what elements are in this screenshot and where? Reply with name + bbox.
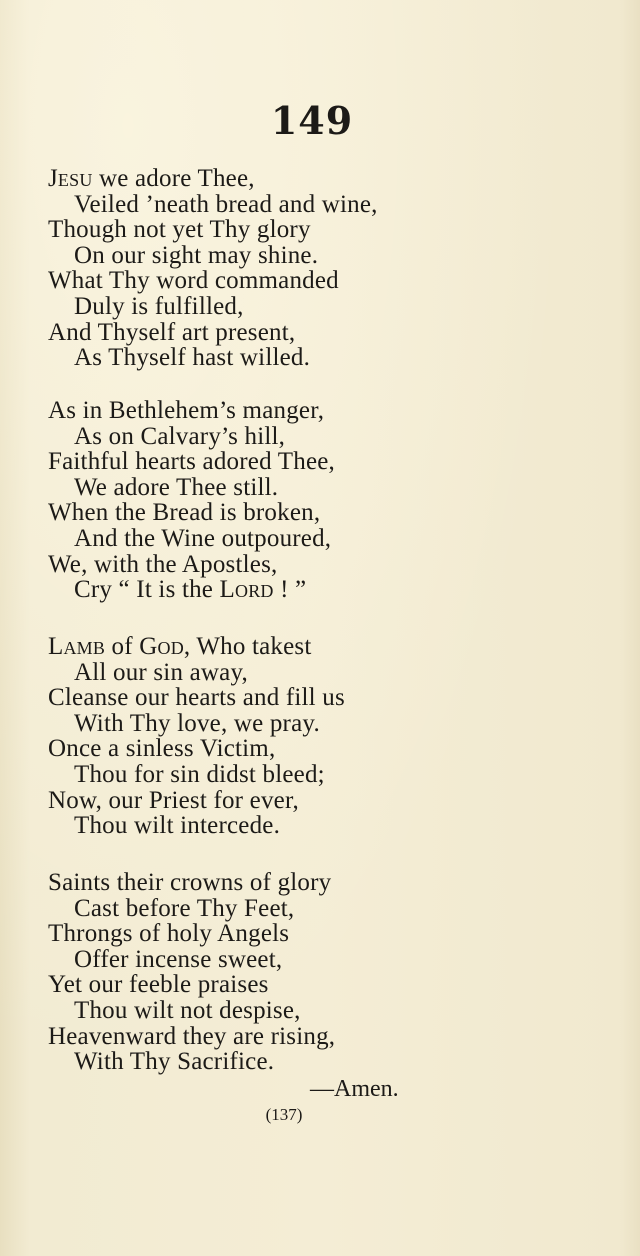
verse-line: We, with the Apostles, xyxy=(48,550,278,578)
verse-line: We adore Thee still. xyxy=(74,473,279,501)
verse-line: When the Bread is broken, xyxy=(48,499,321,527)
verse-2 xyxy=(48,398,628,603)
verse-line: Saints their crowns of glory xyxy=(48,869,332,896)
verse-4 xyxy=(48,870,628,1075)
verse-line: And Thyself art present, xyxy=(48,318,296,346)
verse-line xyxy=(48,577,628,603)
verse-line: Heavenward they are rising, xyxy=(48,1022,336,1050)
verse-line: Throngs of holy Angels xyxy=(48,920,290,948)
verse-line: Now, our Priest for ever, xyxy=(48,786,299,814)
verse-line: Thou wilt intercede. xyxy=(74,812,281,840)
verse-1 xyxy=(48,166,628,371)
lord-word: Lord xyxy=(219,576,274,604)
verse-line: Thou for sin didst bleed; xyxy=(74,760,325,788)
verse-line: Veiled ’neath bread and wine, xyxy=(74,190,378,218)
line-text: of xyxy=(105,633,140,660)
verse-line: What Thy word commanded xyxy=(48,267,339,295)
verse-line: Faithful hearts adored Thee, xyxy=(48,448,335,476)
god-word: God xyxy=(139,633,184,660)
lamb-word: Lamb xyxy=(48,633,106,660)
line-text: we adore Thee, xyxy=(92,165,255,192)
line-text: Cry “ It is the xyxy=(74,576,220,604)
first-word: Jesu xyxy=(48,165,93,192)
verse-line: As Thyself hast willed. xyxy=(74,344,311,372)
verse-line: Cleanse our hearts and fill us xyxy=(48,684,345,712)
verse-line: As in Bethlehem’s manger, xyxy=(48,397,325,424)
verse-3 xyxy=(48,634,628,839)
verse-line: Cast before Thy Feet, xyxy=(74,894,295,922)
line-text: , Who takest xyxy=(183,633,312,660)
verse-line: Duly is fulfilled, xyxy=(74,292,244,320)
verse-line: Thou wilt not despise, xyxy=(74,996,301,1024)
verse-line: With Thy love, we pray. xyxy=(74,709,320,737)
verse-line: With Thy Sacrifice. xyxy=(74,1048,275,1076)
verse-line: Offer incense sweet, xyxy=(74,945,283,973)
verse-line: Though not yet Thy glory xyxy=(48,216,311,244)
line-text: ! ” xyxy=(273,576,307,604)
page-number: (137) xyxy=(265,1105,303,1124)
verse-line: On our sight may shine. xyxy=(74,241,319,269)
verse-line: Once a sinless Victim, xyxy=(48,735,276,763)
verse-line: Yet our feeble praises xyxy=(48,971,269,999)
hymn-number: 149 xyxy=(270,98,354,143)
verse-line: All our sin away, xyxy=(74,658,248,686)
amen: —Amen. xyxy=(310,1076,399,1102)
verse-line: And the Wine outpoured, xyxy=(74,524,332,552)
verse-line: As on Calvary’s hill, xyxy=(74,422,286,450)
verse-line xyxy=(48,166,628,192)
verse-line xyxy=(48,634,628,660)
